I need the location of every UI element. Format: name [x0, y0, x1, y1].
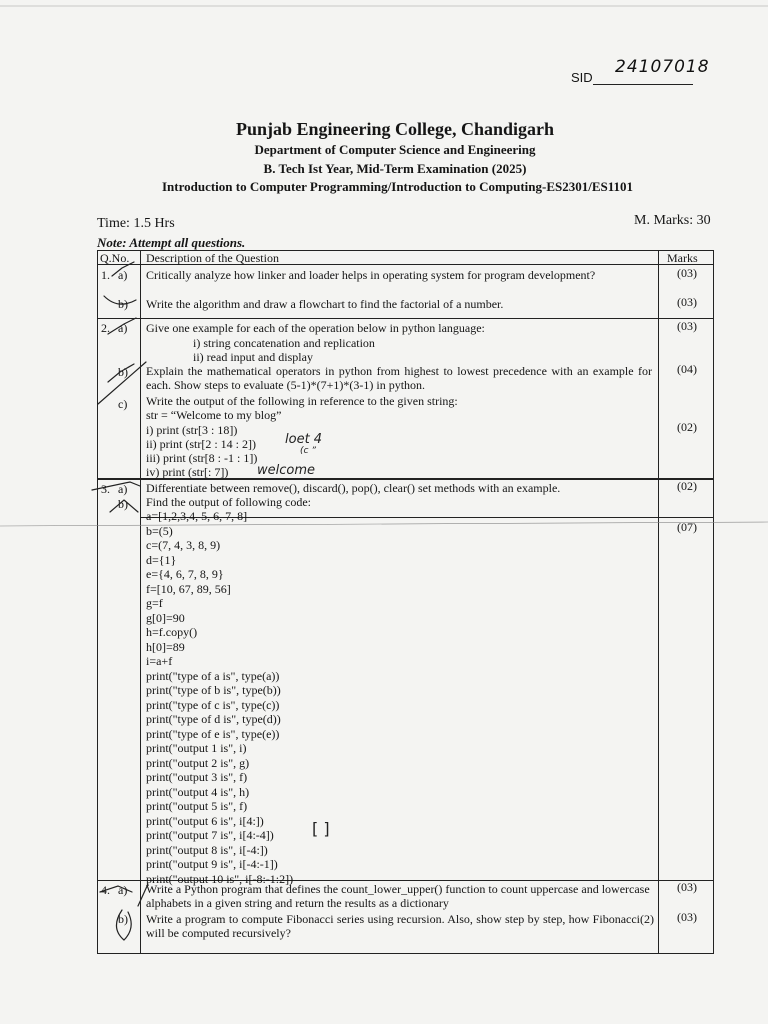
- code-line: a=[1,2,3,4, 5, 6, 7, 8]: [146, 509, 248, 523]
- header-marks: Marks: [667, 251, 698, 265]
- q3-number: 3.: [101, 482, 110, 496]
- handwritten-note-2: (c ”: [300, 446, 316, 456]
- q4a-text: Write a Python program that defines the count_lower_upper() function to count uppercase and lowercase alphabets in a given string and return the results as a dictionary: [146, 882, 650, 910]
- fold-crease: [0, 522, 768, 526]
- q2c-marks: (02): [677, 420, 697, 434]
- q3b-text: Find the output of following code:: [146, 495, 311, 509]
- q1b-marks: (03): [677, 295, 697, 309]
- slash-mark-q4: [138, 884, 148, 906]
- code-line: c=(7, 4, 3, 8, 9): [146, 538, 221, 552]
- q2-number: 2.: [101, 321, 110, 335]
- code-line: print("output 2 is", g): [146, 755, 250, 770]
- q2a-item-i: i) string concatenation and replication: [193, 336, 375, 350]
- q1a-text: Critically analyze how linker and loader helps in operating system for program development?: [146, 268, 596, 282]
- q1a-label: a): [118, 268, 128, 282]
- check-mark-q4a: [100, 886, 132, 892]
- code-line: print("type of d is", type(d)): [146, 712, 281, 726]
- q1b-text: Write the algorithm and draw a flowchart to find the factorial of a number.: [146, 297, 504, 311]
- handwritten-note-4: [ ]: [312, 819, 330, 838]
- q4b-marks: (03): [677, 910, 697, 924]
- q1-number: 1.: [101, 268, 110, 282]
- q3a-text: Differentiate between remove(), discard(), pop(), clear() set methods with an example.: [146, 481, 561, 495]
- code-line: print("output 10 is", i[-8:-1:2]): [146, 871, 294, 886]
- q2c-label: c): [118, 397, 128, 411]
- code-line: b=(5): [146, 523, 173, 538]
- code-line: print("type of a is", type(a)): [146, 668, 280, 683]
- department-title: Department of Computer Science and Engineering: [254, 142, 536, 157]
- q4b-text: Write a program to compute Fibonacci series using recursion. Also, show step by step, how Fibonacci(2) will be computed recursively?: [146, 912, 654, 940]
- header-description: Description of the Question: [146, 251, 279, 265]
- q3a-label: a): [118, 482, 128, 496]
- check-mark-q1b: [104, 296, 136, 304]
- code-line: print("output 1 is", i): [146, 741, 247, 755]
- max-marks: M. Marks: 30: [634, 213, 711, 228]
- code-line: g[0]=90: [146, 610, 185, 625]
- sid-label: SID: [571, 70, 593, 85]
- header-qno: Q.No.: [100, 251, 130, 265]
- code-line: print("output 6 is", i[4:]): [146, 813, 264, 828]
- check-mark-q2b: [108, 364, 134, 382]
- check-mark-q3a: [92, 482, 140, 490]
- code-line: h[0]=89: [146, 639, 185, 654]
- q3b-label: b): [118, 497, 128, 511]
- college-title: Punjab Engineering College, Chandigarh: [235, 119, 555, 139]
- q2a-text: Give one example for each of the operation below in python language:: [146, 321, 485, 335]
- q1b-label: b): [118, 297, 128, 311]
- q2b-text: Explain the mathematical operators in python from highest to lowest precedence with an example for each. Show steps to evaluate (5-1)*(7+1)*(3-1) in python.: [146, 364, 652, 392]
- exam-note: Note: Attempt all questions.: [97, 235, 246, 250]
- handwritten-note-3: welcome: [257, 463, 316, 478]
- code-line: print("output 3 is", f): [146, 770, 248, 784]
- code-line: print("type of e is", type(e)): [146, 726, 280, 741]
- slash-mark-q2: [98, 362, 146, 404]
- q2a-marks: (03): [677, 319, 697, 333]
- code-line: print("type of c is", type(c)): [146, 697, 280, 712]
- check-mark-q1a: [112, 262, 134, 276]
- q2b-label: b): [118, 365, 128, 379]
- code-line: print("output 7 is", i[4:-4]): [146, 828, 274, 842]
- check-mark-q2a: [108, 318, 136, 334]
- code-line: g=f: [146, 596, 163, 610]
- code-line: print("type of b is", type(b)): [146, 683, 281, 697]
- check-mark-q3b: [110, 500, 138, 512]
- exam-title: B. Tech Ist Year, Mid-Term Examination (2025): [263, 161, 527, 176]
- q2a-item-ii: ii) read input and display: [193, 350, 313, 364]
- code-line: print("output 8 is", i[-4:]): [146, 842, 268, 857]
- circle-mark-q4b: [116, 910, 131, 940]
- q4a-label: a): [118, 883, 128, 897]
- code-line: print("output 4 is", h): [146, 784, 250, 799]
- q2c-item-i: i) print (str[3 : 18]): [146, 423, 238, 437]
- q4a-marks: (03): [677, 880, 697, 894]
- course-title: Introduction to Computer Programming/Introduction to Computing-ES2301/ES1101: [161, 179, 634, 194]
- handwritten-note-1: loet 4: [285, 432, 323, 447]
- q2c-item-ii: ii) print (str[2 : 14 : 2]): [146, 437, 256, 451]
- sid-handwritten-value: 24107018: [615, 57, 710, 77]
- q2b-marks: (04): [677, 362, 697, 376]
- q3b-marks: (07): [677, 520, 697, 534]
- q2c-text: Write the output of the following in reference to the given string:: [146, 394, 458, 408]
- code-line: e={4, 6, 7, 8, 9}: [146, 567, 224, 581]
- q4-number: 4.: [101, 883, 110, 897]
- code-line: print("output 5 is", f): [146, 799, 248, 813]
- q2c-item-iii: iii) print (str[8 : -1 : 1]): [146, 451, 258, 465]
- q2c-item-iv: iv) print (str[: 7]): [146, 465, 229, 479]
- q3a-marks: (02): [677, 479, 697, 493]
- q2a-label: a): [118, 321, 128, 335]
- code-line: d={1}: [146, 552, 177, 567]
- code-line: print("output 9 is", i[-4:-1]): [146, 857, 278, 871]
- q2c-string: str = “Welcome to my blog”: [146, 408, 282, 422]
- exam-time: Time: 1.5 Hrs: [97, 216, 175, 231]
- code-line: h=f.copy(): [146, 625, 198, 639]
- q4b-label: b): [118, 912, 128, 926]
- q1a-marks: (03): [677, 266, 697, 280]
- code-line: i=a+f: [146, 654, 173, 668]
- code-line: f=[10, 67, 89, 56]: [146, 581, 231, 596]
